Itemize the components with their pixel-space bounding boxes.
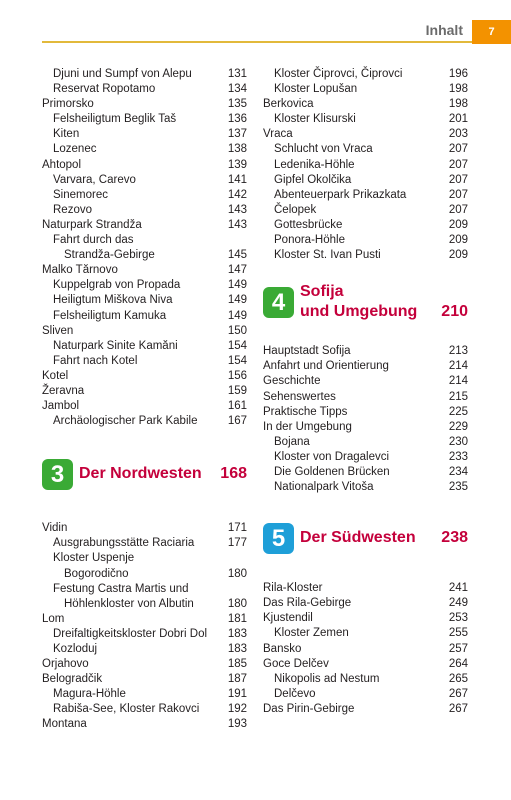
toc-entry-page: 141 xyxy=(227,173,247,186)
toc-entry-page: 142 xyxy=(227,188,247,201)
toc-entry-label: Ausgrabungsstätte Raciaria xyxy=(53,537,195,550)
spacer xyxy=(42,429,247,459)
toc-entry-page: 137 xyxy=(227,128,247,141)
toc-entry[interactable] xyxy=(42,142,247,157)
toc-entry-page: 214 xyxy=(448,360,468,373)
toc-entry-page: 171 xyxy=(227,522,247,535)
toc-entry-label: Kloster Zemen xyxy=(274,627,349,640)
toc-entry[interactable] xyxy=(42,582,247,597)
toc-entry-label: Kozloduj xyxy=(53,643,98,655)
toc-entry-label: Hauptstadt Sofija xyxy=(263,345,351,358)
toc-entry-label: Sinemorec xyxy=(53,188,108,201)
toc-entry-label: Heiligtum Miškova Niva xyxy=(53,294,173,307)
toc-entry-page: 265 xyxy=(448,672,468,685)
toc-entry-label: Fahrt durch das xyxy=(53,234,134,247)
toc-entry-label: Primorsko xyxy=(42,98,94,111)
toc-entry-label: Geschichte xyxy=(263,375,321,388)
toc-entry-page: 183 xyxy=(227,627,247,640)
toc-entry-page: 187 xyxy=(227,673,247,686)
toc-entry-page: 198 xyxy=(448,98,468,111)
toc-entry[interactable] xyxy=(42,309,247,324)
toc-entry-page: 149 xyxy=(227,294,247,307)
toc-entry-page: 215 xyxy=(448,390,468,403)
toc-entry-label: Strandža-Gebirge xyxy=(64,249,155,262)
toc-entry-page: 143 xyxy=(227,203,247,216)
toc-entry-page: 150 xyxy=(227,324,247,337)
toc-entry[interactable] xyxy=(263,67,468,82)
toc-entry-label: Das Pirin-Gebirge xyxy=(263,702,355,715)
toc-entry[interactable] xyxy=(42,82,247,97)
toc-entry[interactable] xyxy=(42,567,247,582)
page-title: Inhalt xyxy=(425,22,463,38)
toc-entry-label: Rezovo xyxy=(53,203,92,216)
toc-entry[interactable] xyxy=(42,414,247,429)
toc-entry-page: 149 xyxy=(227,279,247,292)
toc-entry-label: Vidin xyxy=(42,522,68,535)
toc-entry-page: 159 xyxy=(227,384,247,397)
toc-entry-page: 154 xyxy=(227,339,247,352)
spacer xyxy=(263,559,468,581)
toc-entry[interactable] xyxy=(263,626,468,641)
toc-entry[interactable] xyxy=(42,293,247,308)
toc-entry-label: Ahtopol xyxy=(42,158,82,171)
toc-entry-page: 207 xyxy=(448,158,468,171)
toc-entry[interactable] xyxy=(263,218,468,233)
toc-entry-page: 257 xyxy=(448,642,468,655)
toc-entry-label: Archäologischer Park Kabile xyxy=(53,415,198,428)
chapter-page: 210 xyxy=(441,303,468,321)
toc-entry-page: 203 xyxy=(448,128,468,141)
toc-entry-page: 209 xyxy=(448,249,468,262)
toc-right-column xyxy=(263,67,468,717)
toc-entry[interactable] xyxy=(42,97,247,112)
toc-entry[interactable] xyxy=(263,158,468,173)
toc-entry-page: 209 xyxy=(448,218,468,231)
toc-entry[interactable] xyxy=(263,188,468,203)
toc-entry-page: 267 xyxy=(448,687,468,700)
toc-entry[interactable] xyxy=(263,581,468,596)
toc-entry[interactable] xyxy=(263,596,468,611)
toc-entry[interactable] xyxy=(263,405,468,420)
toc-entry-page: 138 xyxy=(227,143,247,156)
toc-entry-page: 191 xyxy=(227,688,247,701)
toc-entry[interactable] xyxy=(263,642,468,657)
toc-entry-label: Kloster Uspenje xyxy=(53,552,135,565)
toc-entry-label: Malko Tărnovo xyxy=(42,264,118,277)
toc-entry-label: Anfahrt und Orientierung xyxy=(263,360,389,373)
toc-entry[interactable] xyxy=(42,597,247,612)
toc-entry[interactable] xyxy=(42,263,247,278)
toc-entry[interactable] xyxy=(263,420,468,435)
toc-entry-label: Kuppelgrab von Propada xyxy=(53,279,181,292)
toc-entry-label: Bojana xyxy=(274,435,310,448)
toc-entry[interactable] xyxy=(263,611,468,626)
toc-entry[interactable] xyxy=(42,218,247,233)
toc-entry-page: 214 xyxy=(448,375,468,388)
toc-entry-page: 136 xyxy=(227,113,247,126)
chapter-title-line-1: Sofija xyxy=(300,283,344,301)
toc-entry-label: Kloster Klisurski xyxy=(274,113,356,126)
toc-left-column xyxy=(42,67,247,733)
toc-entry-label: Goce Delčev xyxy=(263,657,329,670)
chapter-heading-5[interactable] xyxy=(263,523,468,559)
toc-entry-page: 249 xyxy=(448,597,468,610)
toc-entry-page: 193 xyxy=(227,718,247,731)
toc-entry-page: 209 xyxy=(448,234,468,247)
toc-entry-label: Orjahovo xyxy=(42,658,89,671)
toc-entry-label: Vraca xyxy=(263,128,293,141)
toc-entry-label: Montana xyxy=(42,718,87,731)
toc-entry-label: Nikopolis ad Nestum xyxy=(274,672,380,685)
toc-entry-page: 198 xyxy=(448,83,468,96)
toc-entry-page: 207 xyxy=(448,188,468,201)
toc-entry-page: 267 xyxy=(448,702,468,715)
toc-entry-label: Kotel xyxy=(42,369,69,382)
toc-entry-page: 147 xyxy=(227,264,247,277)
toc-entry[interactable] xyxy=(263,203,468,218)
toc-entry-label: Naturpark Sinite Kamăni xyxy=(53,339,178,352)
toc-entry-label: Kloster Lopušan xyxy=(274,83,358,96)
toc-entry-label: Kloster St. Ivan Pusti xyxy=(274,249,381,262)
toc-entry-page: 180 xyxy=(227,567,247,580)
toc-entry-label: Nationalpark Vitoša xyxy=(274,481,374,494)
toc-entry[interactable] xyxy=(42,687,247,702)
chapter-number-badge: 4 xyxy=(263,287,294,318)
toc-entry[interactable] xyxy=(42,173,247,188)
toc-entry-label: Kloster von Dragalevci xyxy=(274,450,390,463)
toc-entry-label: Schlucht von Vraca xyxy=(274,143,373,156)
toc-entry-label: Djuni und Sumpf von Alepu xyxy=(53,68,192,80)
toc-entry-label: Abenteuerpark Prikazkata xyxy=(274,188,407,201)
toc-entry-label: Rila-Kloster xyxy=(263,582,323,595)
toc-list xyxy=(263,581,468,717)
toc-entry[interactable] xyxy=(263,687,468,702)
toc-entry[interactable] xyxy=(263,359,468,374)
toc-entry[interactable] xyxy=(263,657,468,672)
toc-entry-label: Berkovica xyxy=(263,98,314,111)
toc-entry[interactable] xyxy=(42,354,247,369)
toc-entry[interactable] xyxy=(42,627,247,642)
toc-entry-page: 234 xyxy=(448,465,468,478)
toc-entry[interactable] xyxy=(263,112,468,127)
toc-entry-page: 192 xyxy=(227,703,247,716)
toc-entry-page: 131 xyxy=(227,68,247,80)
toc-entry-label: Varvara, Carevo xyxy=(53,173,136,186)
toc-entry[interactable] xyxy=(42,339,247,354)
toc-entry-page: 207 xyxy=(448,203,468,216)
spacer xyxy=(263,323,468,344)
chapter-page: 238 xyxy=(441,529,468,547)
toc-entry[interactable] xyxy=(42,399,247,414)
toc-entry-label: Čelopek xyxy=(274,203,317,216)
toc-entry-label: Žeravna xyxy=(42,384,85,397)
toc-entry[interactable] xyxy=(263,142,468,157)
toc-entry[interactable] xyxy=(42,233,247,248)
toc-entry-label: Kloster Čiprovci, Čiprovci xyxy=(274,68,403,80)
toc-entry-label: Bansko xyxy=(263,642,302,655)
toc-entry[interactable] xyxy=(263,672,468,687)
toc-list xyxy=(42,521,247,732)
chapter-title: Der Südwesten xyxy=(300,529,416,547)
toc-entry[interactable] xyxy=(42,717,247,732)
toc-entry-label: Fahrt nach Kotel xyxy=(53,354,138,367)
toc-entry[interactable] xyxy=(42,188,247,203)
toc-entry-page: 149 xyxy=(227,309,247,322)
toc-entry[interactable] xyxy=(263,390,468,405)
toc-entry[interactable] xyxy=(263,127,468,142)
toc-entry-label: Kjustendil xyxy=(263,612,313,625)
toc-entry-page: 134 xyxy=(227,83,247,96)
toc-list xyxy=(263,344,468,495)
chapter-number-badge: 5 xyxy=(263,523,294,554)
toc-list xyxy=(263,67,468,263)
toc-entry-label: Höhlenkloster von Albutin xyxy=(64,597,194,610)
toc-entry-label: Ledenika-Höhle xyxy=(274,158,355,171)
toc-entry-page: 196 xyxy=(448,68,468,80)
toc-entry-label: Ponora-Höhle xyxy=(274,234,345,247)
toc-entry[interactable] xyxy=(42,384,247,399)
toc-entry-page: 207 xyxy=(448,173,468,186)
toc-entry[interactable] xyxy=(263,702,468,717)
toc-entry-label: Bogorodično xyxy=(64,567,129,580)
toc-entry[interactable] xyxy=(42,203,247,218)
toc-entry[interactable] xyxy=(42,278,247,293)
toc-entry-label: Festung Castra Martis und xyxy=(53,582,189,595)
toc-entry[interactable] xyxy=(263,173,468,188)
toc-entry-page: 264 xyxy=(448,657,468,670)
toc-entry[interactable] xyxy=(42,672,247,687)
toc-entry-label: Felsheiligtum Beglik Taš xyxy=(53,113,177,126)
toc-entry[interactable] xyxy=(263,374,468,389)
toc-entry-page: 177 xyxy=(227,537,247,550)
toc-entry-label: In der Umgebung xyxy=(263,420,352,433)
spacer xyxy=(42,495,247,521)
toc-entry[interactable] xyxy=(263,82,468,97)
toc-entry-label: Sehenswertes xyxy=(263,390,336,403)
toc-entry[interactable] xyxy=(42,158,247,173)
toc-entry-label: Lozenec xyxy=(53,143,97,156)
toc-entry-label: Jambol xyxy=(42,400,80,413)
toc-entry-label: Die Goldenen Brücken xyxy=(274,465,390,478)
toc-entry[interactable] xyxy=(263,248,468,263)
toc-entry-page: 230 xyxy=(448,435,468,448)
toc-entry-label: Reservat Ropotamo xyxy=(53,83,156,96)
toc-entry-page: 161 xyxy=(227,400,247,413)
toc-entry-page: 207 xyxy=(448,143,468,156)
toc-entry-label: Gottesbrücke xyxy=(274,218,343,231)
toc-entry-label: Rabiša-See, Kloster Rakovci xyxy=(53,703,200,716)
toc-entry-page: 183 xyxy=(227,643,247,655)
chapter-page: 168 xyxy=(220,465,247,483)
toc-entry-label: Das Rila-Gebirge xyxy=(263,597,352,610)
toc-entry-label: Dreifaltigkeitskloster Dobri Dol xyxy=(53,627,208,640)
toc-entry-page: 233 xyxy=(448,450,468,463)
toc-entry[interactable] xyxy=(42,112,247,127)
toc-entry[interactable] xyxy=(263,97,468,112)
spacer xyxy=(263,495,468,523)
toc-entry-page: 201 xyxy=(448,113,468,126)
toc-entry-page: 143 xyxy=(227,218,247,231)
toc-entry-page: 185 xyxy=(227,658,247,671)
toc-entry[interactable] xyxy=(42,248,247,263)
toc-entry-label: Belogradčik xyxy=(42,673,103,686)
toc-entry-page: 229 xyxy=(448,420,468,433)
toc-entry[interactable] xyxy=(42,521,247,536)
toc-entry[interactable] xyxy=(42,127,247,142)
toc-entry-label: Magura-Höhle xyxy=(53,688,126,701)
chapter-heading-3[interactable] xyxy=(42,459,247,495)
toc-entry-page: 154 xyxy=(227,354,247,367)
toc-entry-page: 156 xyxy=(227,369,247,382)
toc-entry-page: 180 xyxy=(227,597,247,610)
toc-entry-label: Praktische Tipps xyxy=(263,405,348,418)
toc-entry[interactable] xyxy=(42,612,247,627)
toc-entry[interactable] xyxy=(42,551,247,566)
toc-entry-page: 253 xyxy=(448,612,468,625)
toc-list xyxy=(42,67,247,429)
toc-entry-label: Lom xyxy=(42,612,65,625)
toc-entry[interactable] xyxy=(263,233,468,248)
toc-entry-page: 213 xyxy=(448,345,468,358)
toc-entry[interactable] xyxy=(42,702,247,717)
toc-entry[interactable] xyxy=(263,450,468,465)
toc-entry-page: 225 xyxy=(448,405,468,418)
toc-entry-page: 139 xyxy=(227,158,247,171)
header-rule xyxy=(42,41,472,43)
toc-entry-page: 181 xyxy=(227,612,247,625)
toc-entry-page: 235 xyxy=(448,481,468,494)
toc-entry-label: Delčevo xyxy=(274,687,316,700)
toc-entry[interactable] xyxy=(263,480,468,495)
toc-entry[interactable] xyxy=(42,67,247,82)
toc-entry[interactable] xyxy=(42,536,247,551)
chapter-title: Der Nordwesten xyxy=(79,465,202,483)
chapter-title-line-2: und Umgebung xyxy=(300,303,418,321)
toc-entry-label: Kiten xyxy=(53,128,80,141)
toc-entry-page: 255 xyxy=(448,627,468,640)
spacer xyxy=(263,263,468,283)
toc-entry-page: 145 xyxy=(227,249,247,262)
chapter-number-badge: 3 xyxy=(42,459,73,490)
toc-entry-page: 167 xyxy=(227,415,247,428)
toc-entry-label: Felsheiligtum Kamuka xyxy=(53,309,167,322)
toc-entry-page: 241 xyxy=(448,582,468,595)
toc-entry[interactable] xyxy=(263,465,468,480)
toc-entry[interactable] xyxy=(263,435,468,450)
toc-entry[interactable] xyxy=(42,642,247,657)
toc-entry-label: Naturpark Strandža xyxy=(42,218,142,231)
toc-entry-label: Sliven xyxy=(42,324,74,337)
toc-entry[interactable] xyxy=(42,324,247,339)
toc-entry-page: 135 xyxy=(227,98,247,111)
toc-entry[interactable] xyxy=(263,344,468,359)
toc-entry-label: Gipfel Okolčika xyxy=(274,173,352,186)
page-number-tab: 7 xyxy=(472,20,511,44)
toc-entry[interactable] xyxy=(42,657,247,672)
chapter-heading-4[interactable] xyxy=(263,283,468,323)
toc-entry[interactable] xyxy=(42,369,247,384)
